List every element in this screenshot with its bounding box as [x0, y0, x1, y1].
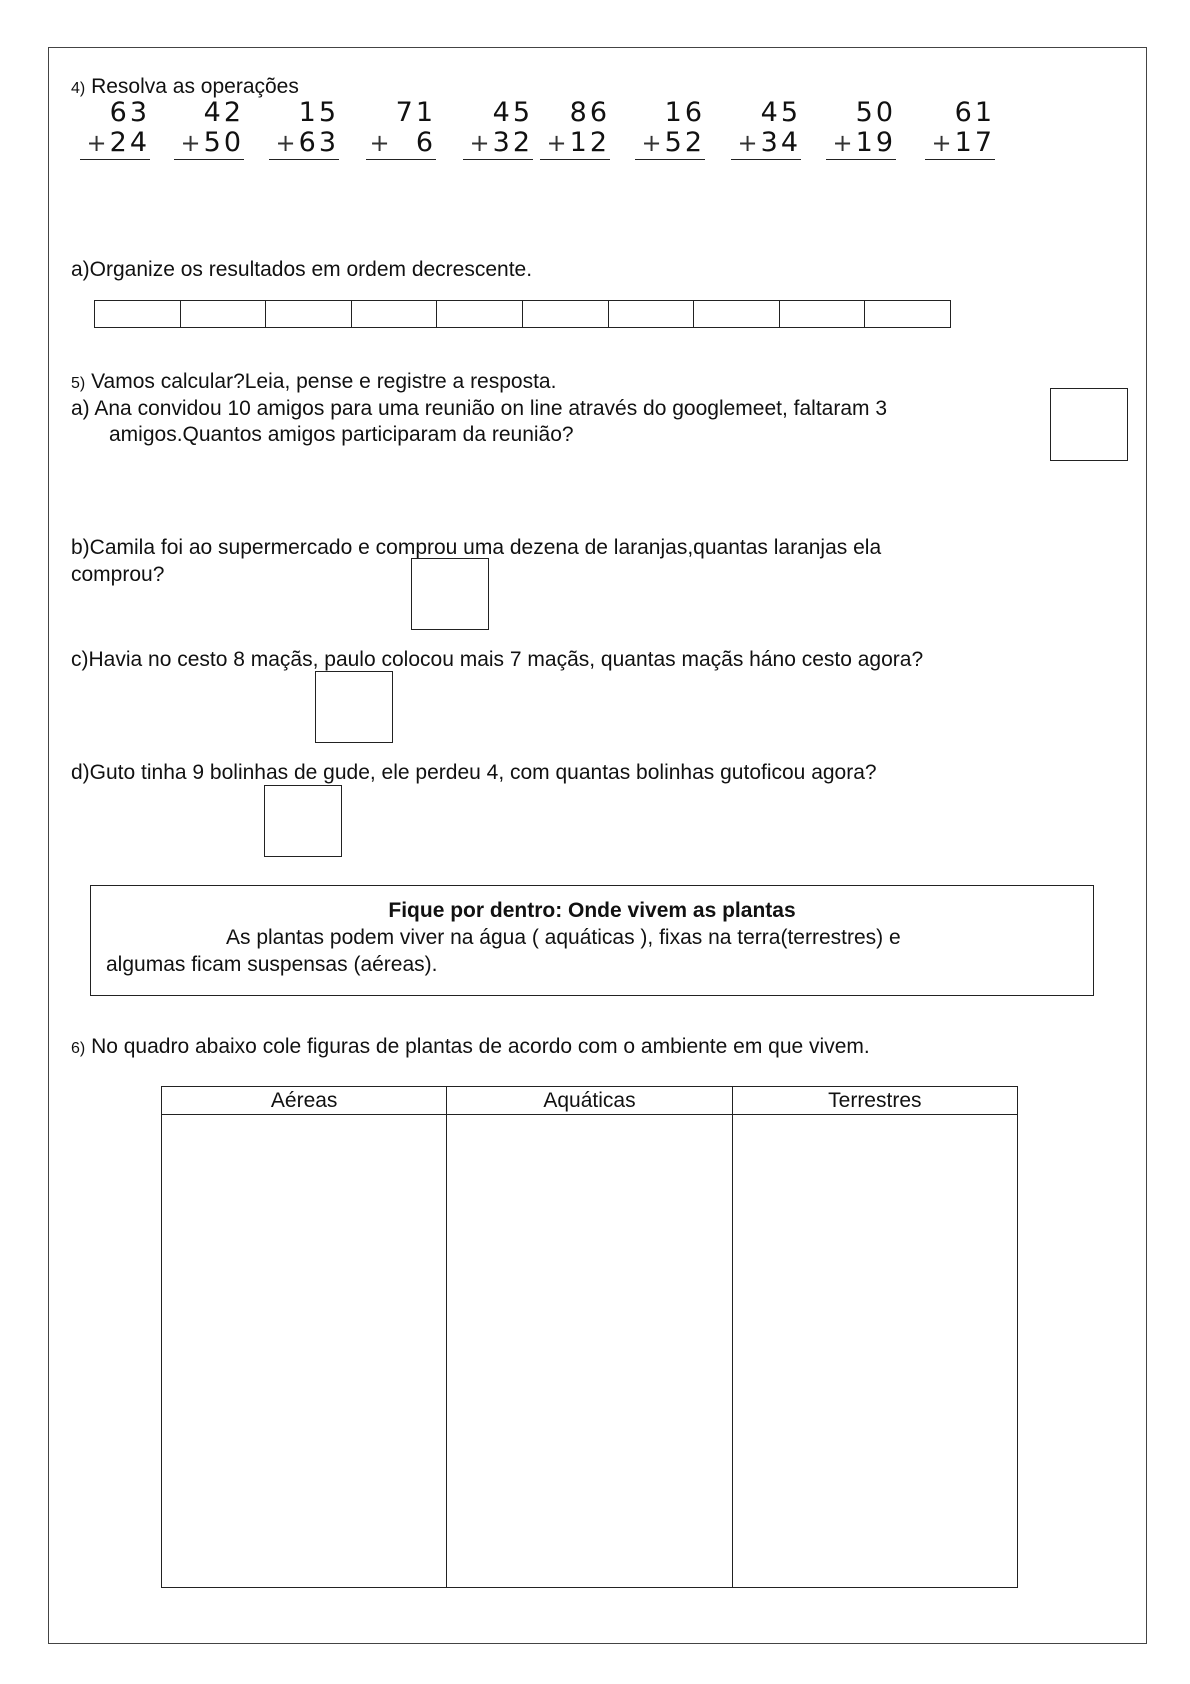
q5-number: 5) [71, 375, 86, 392]
operations-row [80, 98, 1010, 168]
operation-top: 45 [760, 97, 801, 128]
operation-8 [731, 98, 801, 160]
q5-heading [71, 369, 556, 396]
order-cell[interactable] [437, 301, 523, 327]
q6-title: No quadro abaixo cole figuras de plantas de acordo com o ambiente em que vivem. [91, 1035, 870, 1058]
answer-box-d[interactable] [264, 785, 342, 857]
q5b-line1: b)Camila foi ao supermercado e comprou uma dezena de laranjas,quantas laranjas ela [71, 536, 882, 559]
q6-heading [71, 1034, 870, 1061]
operation-7 [635, 98, 705, 160]
plants-column-terrestres [733, 1087, 1017, 1587]
operation-bottom: 6 [415, 127, 436, 158]
answer-box-c[interactable] [315, 671, 393, 743]
column-header: Aéreas [162, 1087, 446, 1115]
operation-top: 61 [954, 97, 995, 128]
column-paste-area[interactable] [447, 1115, 731, 1587]
order-cell[interactable] [609, 301, 695, 327]
operation-3 [269, 98, 339, 160]
plants-column-aquaticas [447, 1087, 732, 1587]
order-cell[interactable] [352, 301, 438, 327]
plus-sign: + [931, 129, 955, 157]
order-cell[interactable] [266, 301, 352, 327]
q4-number: 4) [71, 80, 86, 97]
order-cell[interactable] [523, 301, 609, 327]
operation-top: 42 [203, 97, 244, 128]
operation-9 [826, 98, 896, 160]
info-line1: As plantas podem viver na água ( aquáticas ), fixas na terra(terrestres) e [226, 926, 901, 949]
q6-number: 6) [71, 1040, 86, 1057]
column-paste-area[interactable] [162, 1115, 446, 1587]
answer-box-a[interactable] [1050, 388, 1128, 461]
q4-title: Resolva as operações [91, 75, 299, 98]
q5c-text: c)Havia no cesto 8 maçãs, paulo colocou mais 7 maçãs, quantas maçãs háno cesto agora? [71, 648, 924, 671]
operation-bottom: 24 [109, 127, 150, 158]
plus-sign: + [737, 129, 761, 157]
operation-top: 71 [395, 97, 436, 128]
plus-sign: + [469, 129, 493, 157]
order-cell[interactable] [694, 301, 780, 327]
operation-10 [925, 98, 995, 160]
plus-sign: + [86, 129, 110, 157]
plus-sign: + [180, 129, 204, 157]
operation-2 [174, 98, 244, 160]
plus-sign: + [275, 129, 299, 157]
info-box [90, 885, 1094, 996]
operation-top: 50 [855, 97, 896, 128]
q5a-line2: amigos.Quantos amigos participaram da reunião? [109, 423, 574, 446]
operation-1 [80, 98, 150, 160]
q5a-text: Ana convidou 10 amigos para uma reunião on line através do googlemeet, faltaram 3 [94, 397, 888, 420]
answer-box-b[interactable] [411, 558, 489, 630]
operation-top: 45 [492, 97, 533, 128]
operation-top: 15 [298, 97, 339, 128]
column-header: Terrestres [733, 1087, 1017, 1115]
operation-top: 86 [569, 97, 610, 128]
plus-sign: + [641, 129, 665, 157]
operation-top: 16 [664, 97, 705, 128]
plants-table [161, 1086, 1018, 1588]
plus-sign: + [832, 129, 856, 157]
operation-bottom: 32 [492, 127, 533, 158]
order-cell[interactable] [865, 301, 950, 327]
operation-bottom: 63 [298, 127, 339, 158]
info-line2: algumas ficam suspensas (aéreas). [106, 953, 438, 976]
q5b-line2: comprou? [71, 563, 165, 586]
plants-column-aereas [162, 1087, 447, 1587]
operation-bottom: 17 [954, 127, 995, 158]
q5a-line1 [71, 396, 887, 421]
order-cell[interactable] [95, 301, 181, 327]
order-cell[interactable] [181, 301, 267, 327]
operation-bottom: 19 [855, 127, 896, 158]
column-header: Aquáticas [447, 1087, 731, 1115]
operation-4 [366, 98, 436, 160]
operation-6 [540, 98, 610, 160]
operation-5 [463, 98, 533, 160]
operation-bottom: 34 [760, 127, 801, 158]
q5a-label: a) [71, 397, 90, 420]
order-answer-row [94, 300, 951, 328]
q4-heading [71, 74, 299, 101]
plus-sign: + [546, 129, 570, 157]
q5-title: Vamos calcular?Leia, pense e registre a resposta. [91, 370, 557, 393]
q4a-instruction: a)Organize os resultados em ordem decrescente. [71, 258, 533, 281]
order-cell[interactable] [780, 301, 866, 327]
operation-top: 63 [109, 97, 150, 128]
q5d-text: d)Guto tinha 9 bolinhas de gude, ele perdeu 4, com quantas bolinhas gutoficou agora? [71, 761, 877, 784]
plus-sign: + [369, 129, 393, 157]
operation-bottom: 50 [203, 127, 244, 158]
operation-bottom: 52 [664, 127, 705, 158]
column-paste-area[interactable] [733, 1115, 1017, 1587]
operation-bottom: 12 [569, 127, 610, 158]
info-title: Fique por dentro: Onde vivem as plantas [388, 899, 796, 922]
